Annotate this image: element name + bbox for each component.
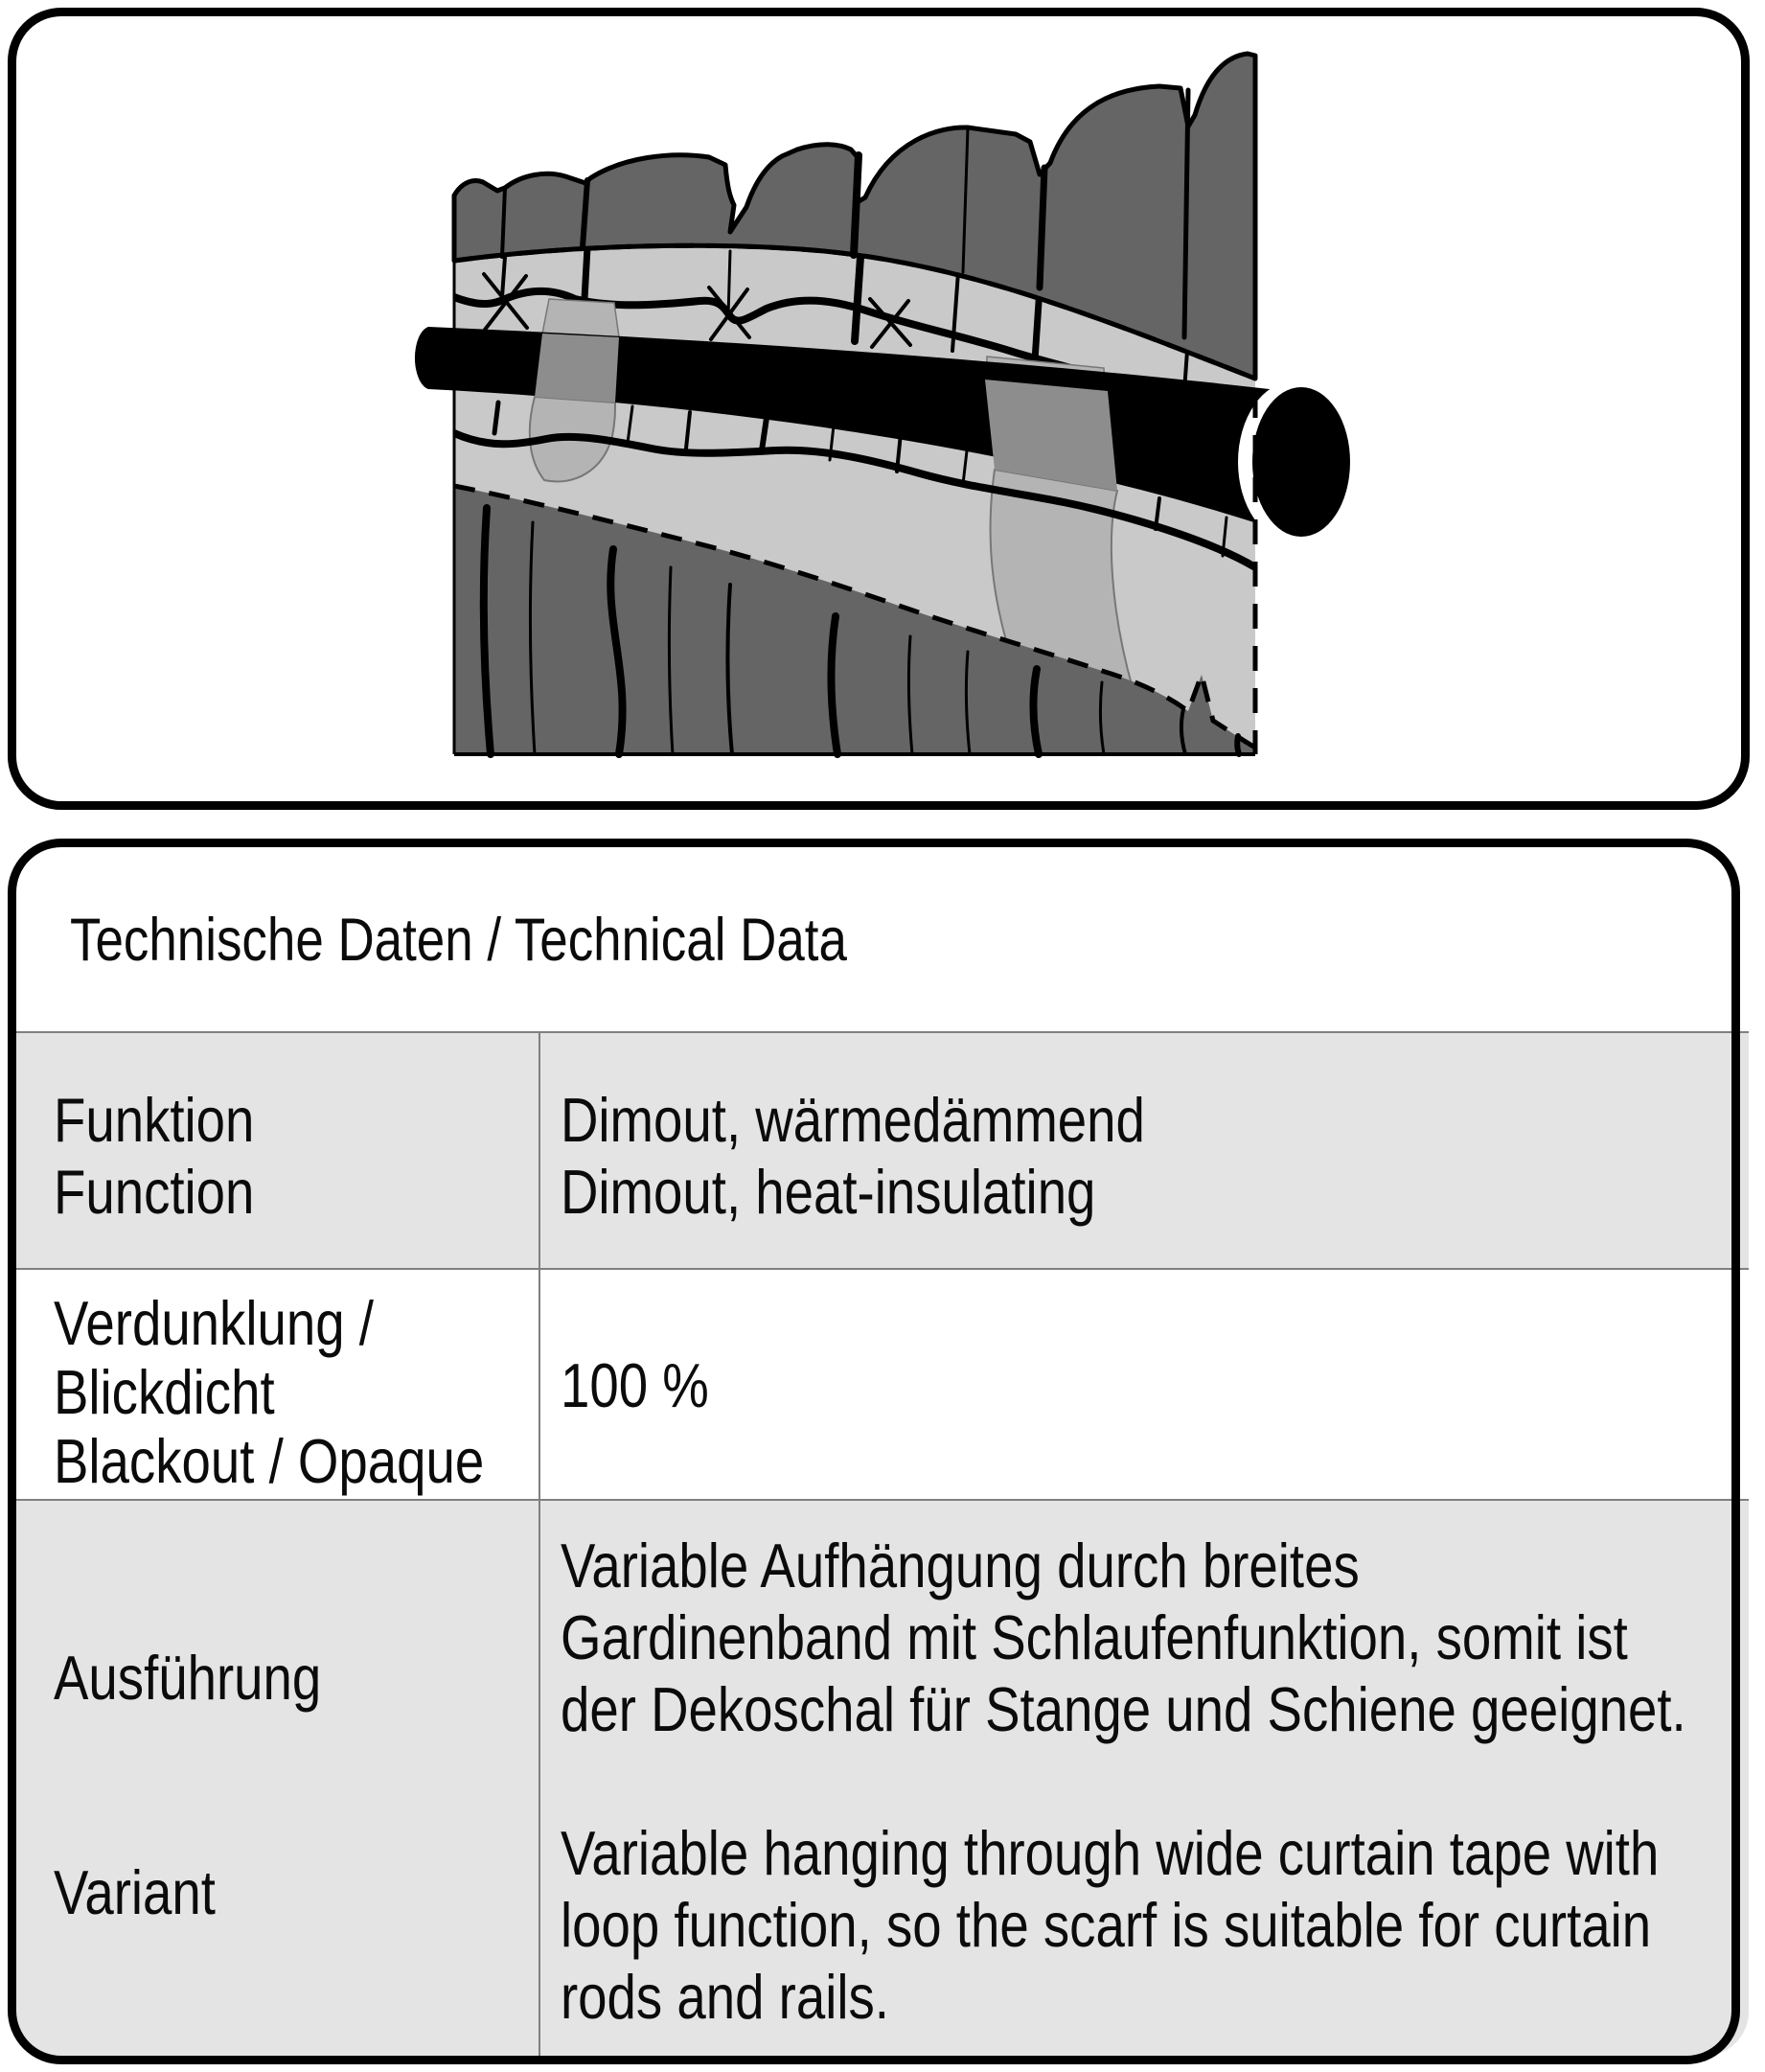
value-variant-de-line1: Variable Aufhängung durch breites [561,1531,1360,1600]
value-variant-de-line3: der Dekoschal für Stange und Schiene geeignet. [561,1674,1686,1744]
value-funktion-de: Dimout, wärmedämmend [561,1085,1145,1155]
label-blackout-opaque: Blackout / Opaque [54,1426,485,1496]
label-funktion: Funktion [54,1085,255,1155]
label-blickdicht: Blickdicht [54,1357,275,1427]
value-variant-en-line3: rods and rails. [561,1962,889,2032]
label-variant: Variant [54,1857,216,1927]
value-function-en: Dimout, heat-insulating [561,1157,1096,1227]
label-ausfuehrung: Ausführung [54,1643,322,1713]
value-blackout-percentage: 100 % [561,1350,709,1420]
panel-title: Technische Daten / Technical Data [70,907,847,974]
value-variant-en-line1: Variable hanging through wide curtain tape with [561,1818,1660,1888]
curtain-on-rod-illustration [0,0,1765,824]
value-variant-de-line2: Gardinenband mit Schlaufenfunktion, somit ist [561,1602,1628,1672]
value-variant-en-line2: loop function, so the scarf is suitable for curtain [561,1890,1652,1960]
label-function: Function [54,1157,255,1227]
label-verdunklung: Verdunklung / [54,1288,374,1358]
